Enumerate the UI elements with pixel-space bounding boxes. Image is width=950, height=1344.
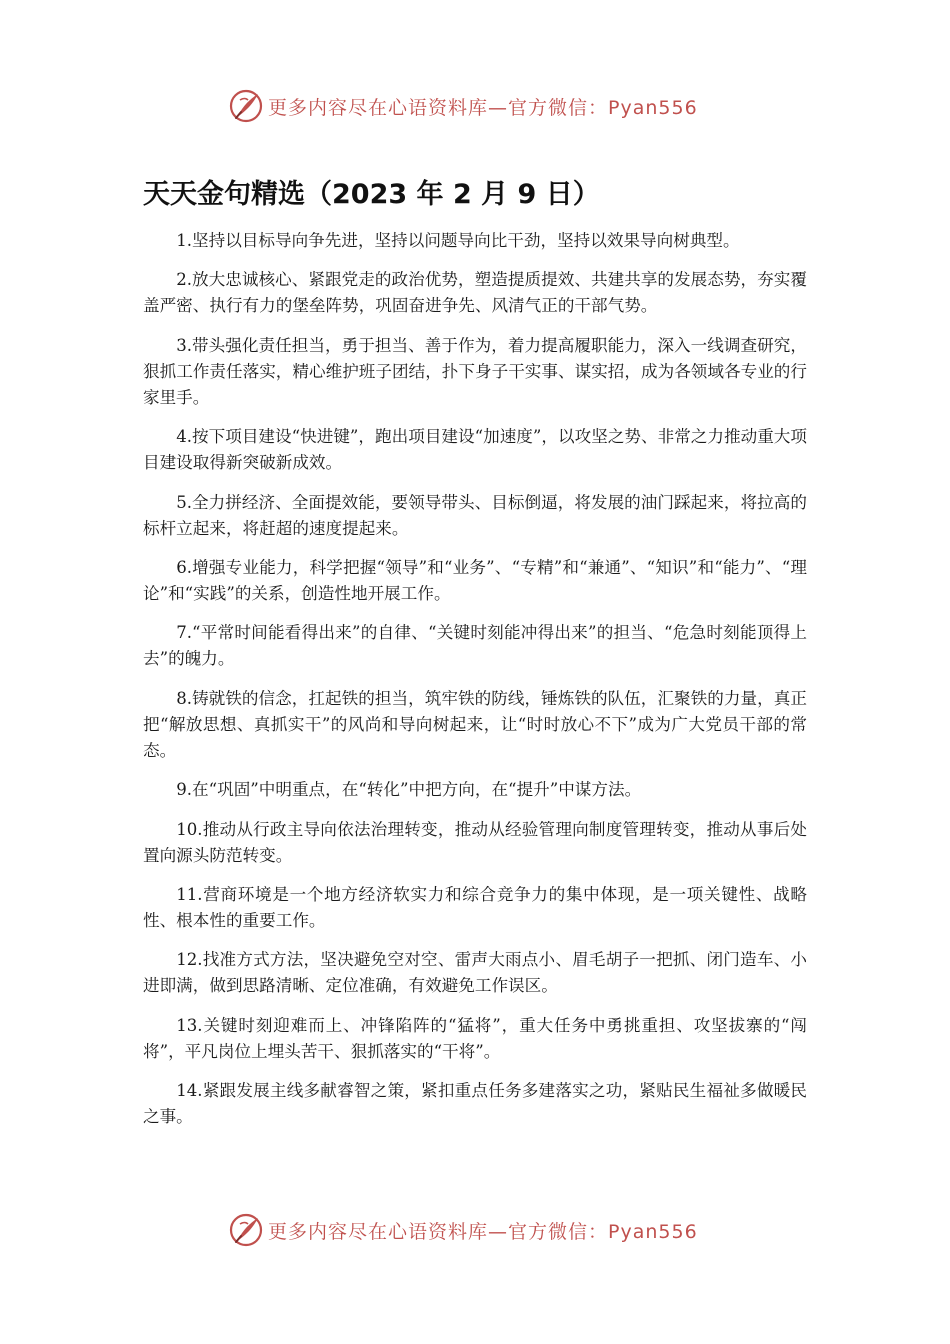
list-item: 6.增强专业能力，科学把握“领导”和“业务”、“专精”和“兼通”、“知识”和“能力”、“理论”和“实践”的关系，创造性地开展工作。 — [143, 557, 807, 603]
list-item: 9.在“巩固”中明重点，在“转化”中把方向，在“提升”中谋方法。 — [176, 780, 642, 800]
list-item: 13.关键时刻迎难而上、冲锋陷阵的“猛将”，重大任务中勇挑重担、攻坚拔寨的“闯将”，平凡岗位上埋头苦干、狠抓落实的“干将”。 — [143, 1015, 807, 1061]
quill-pen-logo-icon — [228, 88, 264, 124]
list-item: 12.找准方式方法，坚决避免空对空、雷声大雨点小、眉毛胡子一把抓、闭门造车、小进即满，做到思路清晰、定位准确，有效避免工作误区。 — [143, 950, 807, 996]
header-banner — [228, 86, 698, 126]
list-item: 3.带头强化责任担当，勇于担当、善于作为，着力提高履职能力，深入一线调查研究，狠抓工作责任落实，精心维护班子团结，扑下身子干实事、谋实招，成为各领域各专业的行家里手。 — [143, 335, 807, 407]
list-item: 8.铸就铁的信念，扛起铁的担当，筑牢铁的防线，锤炼铁的队伍，汇聚铁的力量，真正把“解放思想、真抓实干”的风尚和导向树起来，让“时时放心不下”成为广大党员干部的常态。 — [143, 688, 807, 760]
document-body — [143, 228, 807, 1143]
list-item: 1.坚持以目标导向争先进，坚持以问题导向比干劲，坚持以效果导向树典型。 — [176, 231, 740, 250]
footer-banner-text: 更多内容尽在心语资料库—官方微信：Pyan556 — [268, 1220, 698, 1243]
list-item: 5.全力拼经济、全面提效能，要领导带头、目标倒逼，将发展的油门踩起来，将拉高的标杆立起来，将赶超的速度提起来。 — [143, 492, 807, 538]
footer-banner — [228, 1210, 698, 1250]
list-item: 11.营商环境是一个地方经济软实力和综合竞争力的集中体现，是一项关键性、战略性、根本性的重要工作。 — [143, 884, 807, 930]
document-title: 天天金句精选（2023 年 2 月 9 日） — [143, 179, 600, 210]
quill-pen-logo-icon — [228, 1212, 264, 1248]
list-item: 2.放大忠诚核心、紧跟党走的政治优势，塑造提质提效、共建共享的发展态势，夯实覆盖严密、执行有力的堡垒阵势，巩固奋进争先、风清气正的干部气势。 — [143, 270, 807, 316]
header-banner-text: 更多内容尽在心语资料库—官方微信：Pyan556 — [268, 96, 698, 119]
list-item: 4.按下项目建设“快进键”，跑出项目建设“加速度”，以攻坚之势、非常之力推动重大项目建设取得新突破新成效。 — [143, 427, 807, 473]
list-item: 7.“平常时间能看得出来”的自律、“关键时刻能冲得出来”的担当、“危急时刻能顶得上去”的魄力。 — [143, 623, 807, 669]
list-item: 14.紧跟发展主线多献睿智之策，紧扣重点任务多建落实之功，紧贴民生福祉多做暖民之事。 — [143, 1081, 807, 1127]
list-item: 10.推动从行政主导向依法治理转变，推动从经验管理向制度管理转变，推动从事后处置向源头防范转变。 — [143, 819, 807, 865]
